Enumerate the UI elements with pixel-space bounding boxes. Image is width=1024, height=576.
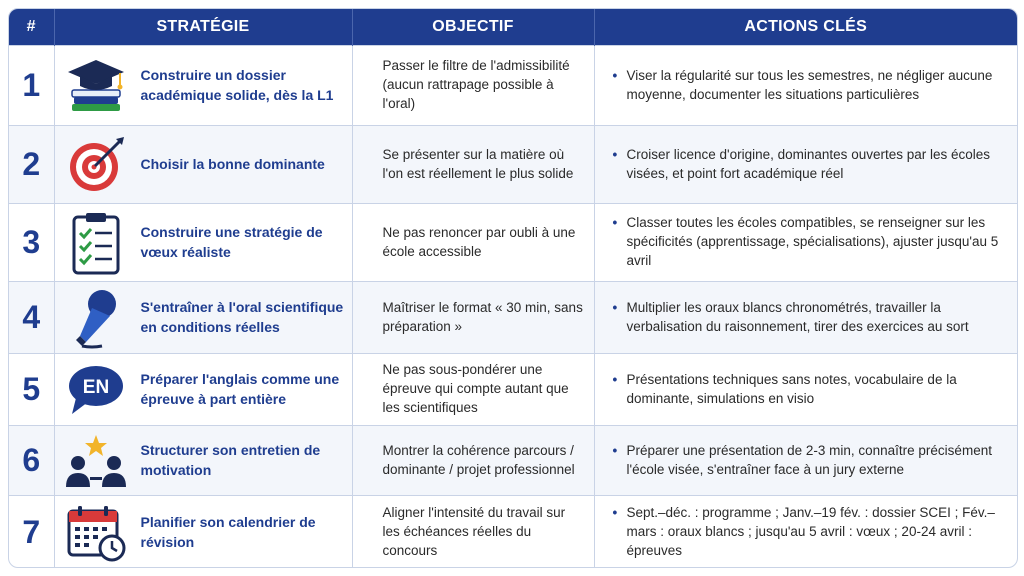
row-number: 6 (9, 426, 54, 496)
header-num: # (9, 9, 54, 46)
table-row (9, 426, 1017, 496)
objective-cell: Ne pas renoncer par oubli à une école accessible (352, 204, 594, 282)
strategy-label: Planifier son calendrier de révision (140, 514, 316, 550)
table-row (9, 46, 1017, 126)
action-text: Multiplier les oraux blancs chronométrés, travailler la verbalisation du raisonnement, tirer des exercices au sort (626, 299, 969, 334)
table-header-row (9, 9, 1017, 46)
icon-label: EN (82, 376, 109, 398)
header-strategy: STRATÉGIE (54, 9, 352, 46)
bullet-icon: • (612, 505, 618, 521)
objective-cell: Aligner l'intensité du travail sur les échéances réelles du concours (352, 496, 594, 569)
row-number: 7 (9, 496, 54, 569)
action-text: Croiser licence d'origine, dominantes ouvertes par les écoles visées, et point fort académique réel (626, 146, 991, 181)
strategy-label: Préparer l'anglais comme une épreuve à part entière (140, 370, 340, 407)
row-number: 2 (9, 126, 54, 204)
microphone-icon (63, 285, 129, 351)
table-row (9, 354, 1017, 426)
strategy-table (9, 9, 1017, 568)
strategy-label: Construire un dossier académique solide, dès la L1 (140, 66, 334, 103)
row-number: 3 (9, 204, 54, 282)
bullet-icon: • (612, 442, 618, 458)
english-speech-bubble-icon (63, 357, 129, 423)
checklist-icon (63, 210, 129, 276)
table-row (9, 204, 1017, 282)
row-number: 1 (9, 46, 54, 126)
row-number: 4 (9, 282, 54, 354)
objective-cell: Passer le filtre de l'admissibilité (aucun rattrapage possible à l'oral) (352, 46, 594, 126)
action-text: Classer toutes les écoles compatibles, se renseigner sur les spécificités (apprentissage, spécialisations), ajuster jusqu'au 5 avril (626, 215, 999, 268)
table-row (9, 126, 1017, 204)
graduation-cap-books-icon (63, 53, 129, 119)
action-text: Viser la régularité sur tous les semestres, ne négliger aucune moyenne, documenter les situations particulières (626, 67, 993, 102)
objective-cell: Se présenter sur la matière où l'on est réellement le plus solide (352, 126, 594, 204)
calendar-clock-icon (63, 500, 129, 566)
header-actions: ACTIONS CLÉS (594, 9, 1017, 46)
strategy-label: S'entraîner à l'oral scientifique en conditions réelles (140, 298, 344, 335)
action-text: Sept.–déc. : programme ; Janv.–19 fév. : dossier SCEI ; Fév.–mars : oraux blancs ; jusqu'au 5 avril : vœux ; 20-24 avril : épreuves (626, 505, 995, 559)
target-icon (63, 132, 129, 198)
strategy-table-card (8, 8, 1018, 568)
objective-cell: Montrer la cohérence parcours / dominante / projet professionnel (352, 426, 594, 496)
action-text: Préparer une présentation de 2-3 min, connaître précisément l'école visée, s'entraîner face à un jury externe (626, 442, 992, 477)
bullet-icon: • (612, 67, 618, 83)
bullet-icon: • (612, 146, 618, 162)
bullet-icon: • (612, 215, 618, 231)
objective-cell: Ne pas sous-pondérer une épreuve qui compte autant que les scientifiques (352, 354, 594, 426)
action-text: Présentations techniques sans notes, vocabulaire de la dominante, simulations en visio (626, 371, 957, 406)
strategy-label: Structurer son entretien de motivation (140, 441, 321, 478)
strategy-label: Construire une stratégie de vœux réaliste (140, 223, 323, 260)
interview-star-icon (63, 428, 129, 494)
objective-cell: Maîtriser le format « 30 min, sans préparation » (352, 282, 594, 354)
table-row (9, 282, 1017, 354)
strategy-label: Choisir la bonne dominante (140, 155, 325, 172)
header-objective: OBJECTIF (352, 9, 594, 46)
bullet-icon: • (612, 371, 618, 387)
bullet-icon: • (612, 299, 618, 315)
row-number: 5 (9, 354, 54, 426)
table-row (9, 496, 1017, 569)
